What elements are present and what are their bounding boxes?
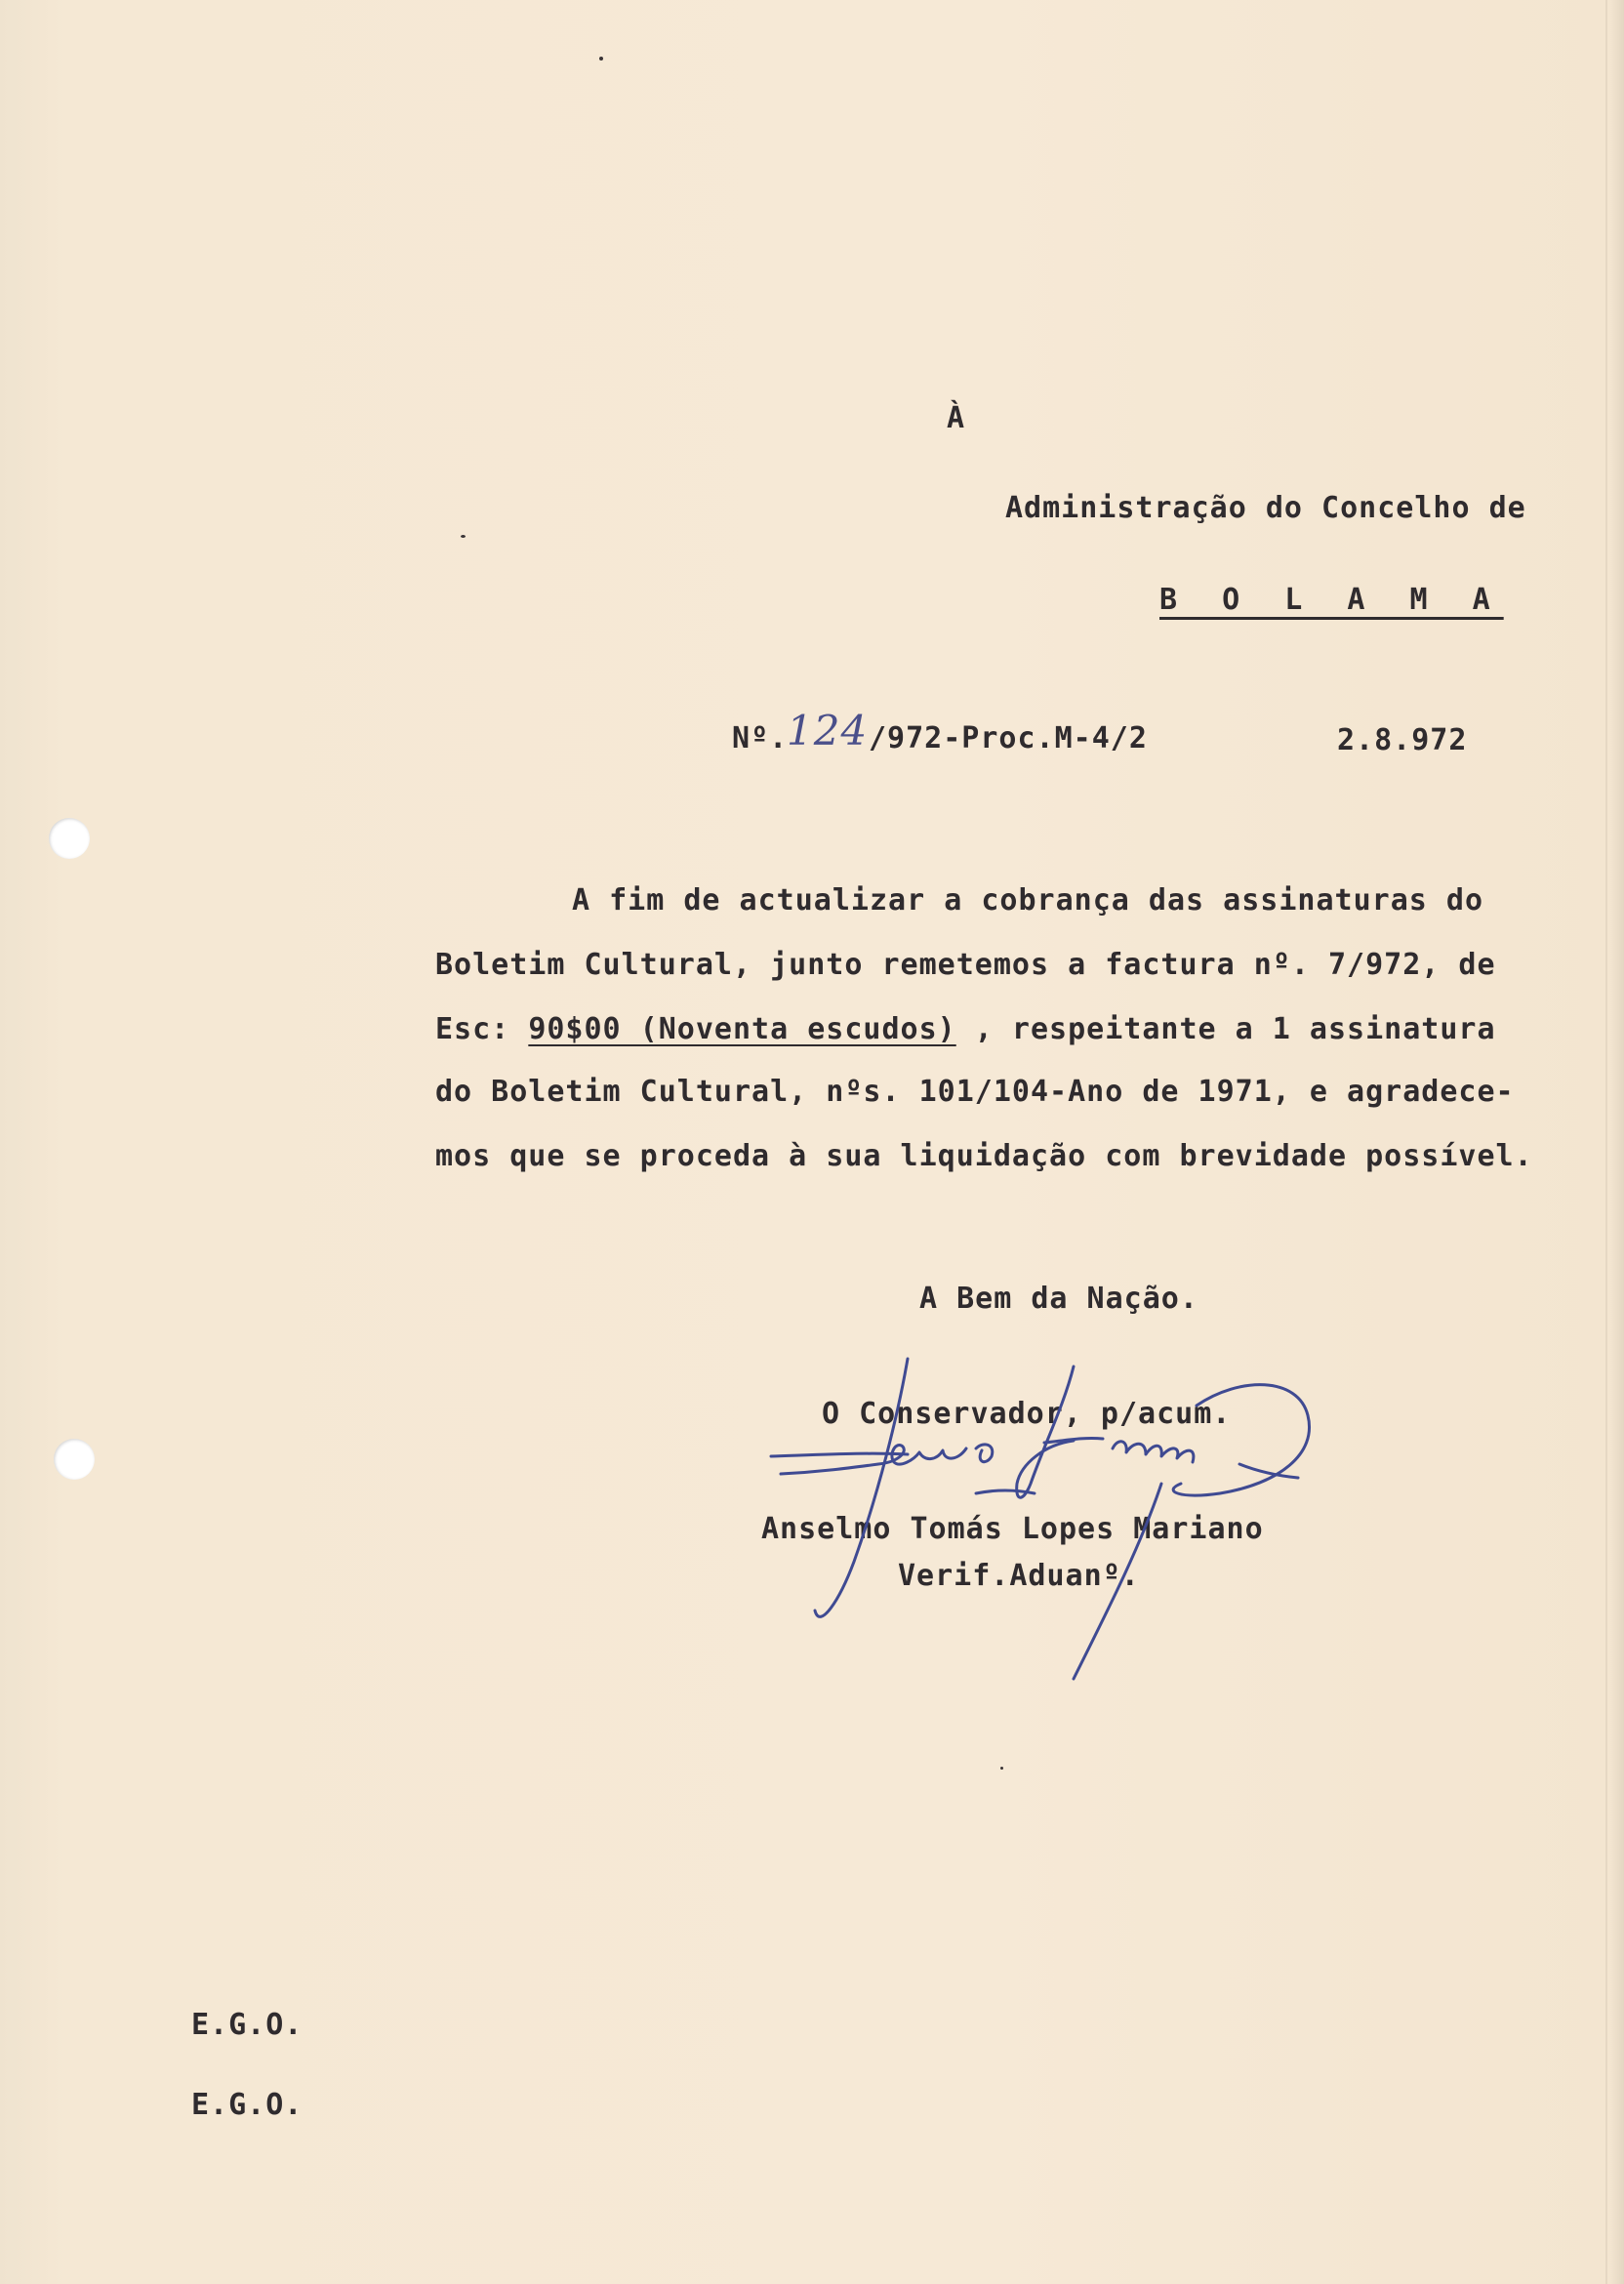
punch-hole-bottom — [54, 1439, 95, 1480]
recipient-line: Administração do Concelho de — [1005, 491, 1526, 525]
page-edge-shadow — [1610, 0, 1624, 2284]
signatory-title: O Conservador, p/acum. — [822, 1397, 1232, 1431]
page-fold — [1605, 0, 1607, 2284]
body-line-3-rest: , respeitante a 1 assinatura — [955, 1012, 1496, 1046]
body-line-3 — [435, 1012, 1496, 1046]
reference-prefix: Nº. — [732, 721, 789, 755]
signatory-name: Anselmo Tomás Lopes Mariano — [761, 1512, 1264, 1546]
recipient-town: B O L A M A — [1159, 583, 1504, 617]
recipient-salutation: À — [947, 401, 966, 435]
reference-handwritten-number: 124 — [787, 707, 869, 755]
body-currency-label: Esc: — [435, 1012, 529, 1046]
body-line-2: Boletim Cultural, junto remetemos a factura nº. 7/972, de — [435, 948, 1496, 982]
footer-initials-2: E.G.O. — [191, 2088, 304, 2122]
body-line-5: mos que se proceda à sua liquidação com brevidade possível. — [435, 1139, 1533, 1173]
paper-speck — [1000, 1767, 1003, 1770]
punch-hole-top — [49, 818, 90, 859]
signatory-role: Verif.Aduanº. — [898, 1559, 1140, 1593]
closing-greeting: A Bem da Nação. — [919, 1282, 1198, 1316]
body-line-1: A fim de actualizar a cobrança das assinaturas do — [572, 883, 1484, 918]
reference-date: 2.8.972 — [1337, 723, 1468, 757]
paper-speck — [461, 535, 466, 538]
paper-speck — [599, 57, 603, 61]
body-line-4: do Boletim Cultural, nºs. 101/104-Ano de 1971, e agradece- — [435, 1075, 1515, 1109]
footer-initials-1: E.G.O. — [191, 2008, 304, 2042]
reference-suffix: /972-Proc.M-4/2 — [869, 721, 1148, 755]
body-amount: 90$00 (Noventa escudos) — [528, 1012, 956, 1046]
